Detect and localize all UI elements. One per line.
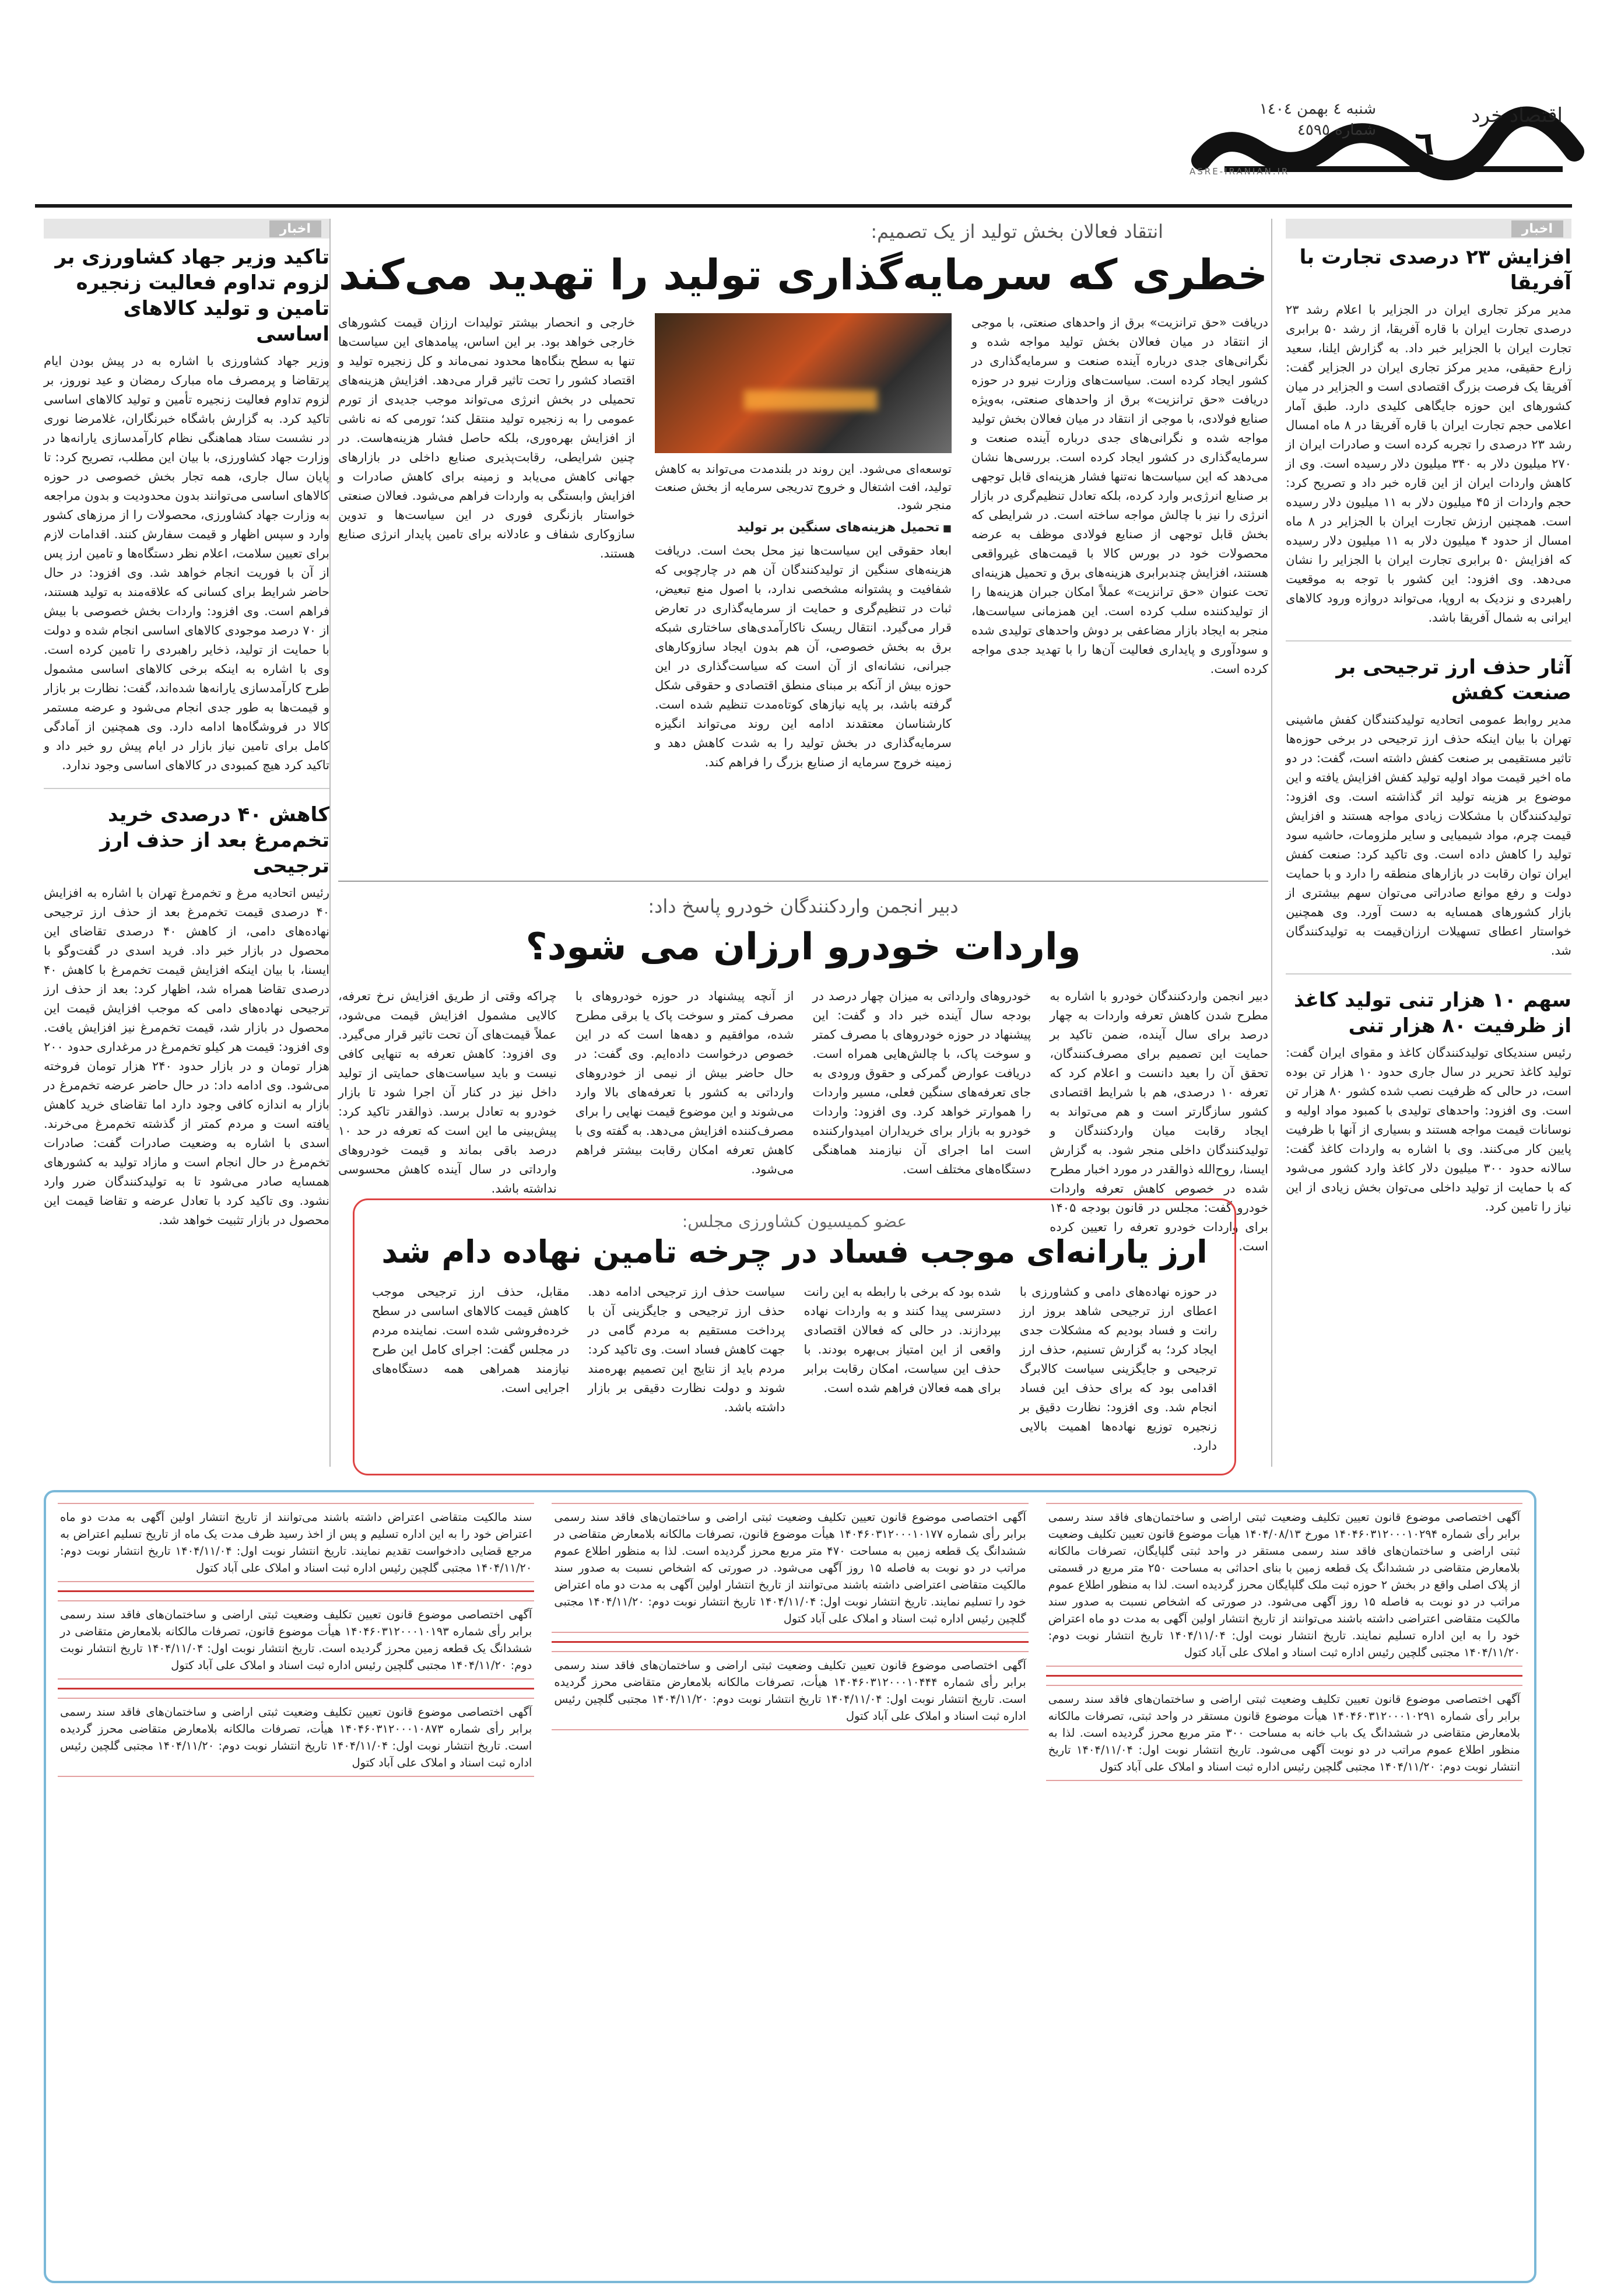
divider xyxy=(1046,1675,1522,1677)
masthead-rule xyxy=(35,204,1572,208)
legal-notice: آگهی اختصاصی موضوع قانون تعیین تکلیف وضعیت ثبتی اراضی و ساختمان‌های فاقد سند رسمی برابر رأی شماره ۱۴۰۴۶۰۳۱۲۰۰۰۱۰۴۴۴ هیأت، تصرفات مالکانه بلامعارض متقاضی محرز گردیده است. تاریخ انتشار نوبت اول: ۱۴۰۴/۱۱/۰۴ تاریخ انتشار نوبت دوم: ۱۴۰۴/۱۱/۲۰ مجتبی گلچین رئیس اداره ثبت اسناد و املاک علی آباد کتول xyxy=(552,1651,1028,1730)
divider xyxy=(338,881,1268,882)
left-news-column xyxy=(44,219,329,1230)
legal-notices-box xyxy=(44,1490,1536,2283)
issue-date: شنبه ٤ بهمن ١٤٠٤ xyxy=(1259,100,1376,118)
notices-column xyxy=(552,1503,1028,2270)
article-column: دریافت «حق ترانزیت» برق از واحدهای صنعتی، با موجی از انتقاد در میان فعالان بخش تولید مواجه شده و نگرانی‌های جدی درباره آینده صنعت و سرمایه‌گذاری در کشور ایجاد کرده است. سیاست‌های وزارت نیرو در حوزه دریافت «حق ترانزیت» برق از واحدهای صنعتی، به‌ویژه صنایع فولادی، با موجی از انتقاد در میان فعالان بخش تولید مواجه شده و نگرانی‌های جدی درباره آینده صنعت و سرمایه‌گذاری در کشور ایجاد کرده است. بررسی‌ها نشان می‌دهد که این سیاست‌ها نه‌تنها فشار هزینه‌ای قابل توجهی بر صنایع انرژی‌بر وارد کرده، بلکه تعادل تنظیم‌گری در بازار انرژی را نیز با چالش مواجه ساخته است. در شرایطی که بخش قابل توجهی از صنایع فولادی موظف به عرضه محصولات خود در بورس کالا با قیمت‌های غیرواقعی هستند، افزایش چندبرابری هزینه‌های برق و تحمیل هزینه‌ای تحت عنوان «حق ترانزیت» عملاً امکان جبران هزینه‌ها را از تولیدکننده سلب کرده است. این همزمانی سیاست‌ها، منجر به ایجاد بازار مضاعفی بر دوش واحدهای تولیدی شده و سودآوری و پایداری فعالیت آن‌ها را با تهدید جدی مواجه کرده است. xyxy=(971,316,1268,676)
article-kicker: انتقاد فعالان بخش تولید از یک تصمیم: xyxy=(871,220,1163,243)
page-number: ٦ xyxy=(1414,125,1434,163)
logo-subtitle: ASRE-IRANIAN.IR xyxy=(1190,166,1290,177)
lead-article xyxy=(338,219,1268,772)
article-column: خارجی و انحصار بیشتر تولیدات ارزان قیمت کشورهای خارجی خواهد بود. بر این اساس، پیامدهای این سیاست‌ها تنها به سطح بنگاه‌ها محدود نمی‌ماند و کل زنجیره تولید و اقتصاد کشور را تحت تاثیر قرار می‌دهد. افزایش هزینه‌های تحمیلی در بخش انرژی می‌تواند موجب جدیدی از تورم عمومی را به زنجیره تولید منتقل کند؛ تورمی که نه ناشی از افزایش بهره‌وری، بلکه حاصل فشار هزینه‌هاست. در چنین شرایطی، رقابت‌پذیری صنایع داخلی در بازارهای جهانی کاهش می‌یابد و زمینه برای کاهش صادرات و افزایش وابستگی به واردات فراهم می‌شود. فعالان صنعتی خواستار بازنگری فوری در این سیاست‌ها و تدوین سازوکاری شفاف و عادلانه برای تامین پایدار انرژی صنایع هستند. xyxy=(338,316,635,560)
article-column: دبیر انجمن واردکنندگان خودرو با اشاره به مطرح شدن کاهش تعرفه واردات به چهار درصد برای سال آینده، ضمن تاکید بر حمایت این تصمیم برای مصرف‌کنندگان، تحقق آن را بعید دانست و اعلام کرد که تعرفه ۱۰ درصدی، هم با شرایط اقتصادی کشور سازگارتر است و هم می‌تواند به ایجاد رقابت میان واردکنندگان و تولیدکنندگان داخلی منجر شود. به گزارش ایسنا، روح‌الله ذوالقدر در مورد اخبار مطرح شده در خصوص کاهش تعرفه واردات خودرو گفت: مجلس در قانون بودجه ۱۴۰۵ برای واردات خودرو تعرفه را تعیین کرده است. xyxy=(1050,989,1268,1253)
article-column-text: ابعاد حقوقی این سیاست‌ها نیز محل بحث است. دریافت هزینه‌های سنگین از تولیدکنندگان آن هم در چارچوبی که شفافیت و پشتوانه مشخصی ندارد، با اصول منع تبعیض، ثبات در تنظیم‌گری و حمایت از سرمایه‌گذاری در تعارض قرار می‌گیرد. انتقال ریسک ناکارآمدی‌های ساختاری شبکه برق به بخش خصوصی، آن هم بدون ایجاد سازوکارهای جبرانی، نشانه‌ای از آن است که سیاست‌گذاری در این حوزه بیش از آنکه بر مبنای منطق اقتصادی و حقوقی شکل گرفته باشد، بر پایه نیازهای کوتاه‌مدت تنظیم شده است. کارشناسان معتقدند ادامه این روند می‌تواند انگیزه سرمایه‌گذاری در بخش تولید را به شدت کاهش دهد و زمینه خروج سرمایه از صنایع بزرگ را فراهم کند. xyxy=(655,544,952,769)
divider xyxy=(1286,973,1571,975)
legal-notice: آگهی اختصاصی موضوع قانون تعیین تکلیف وضعیت ثبتی اراضی و ساختمان‌های فاقد سند رسمی برابر رأی شماره ۱۴۰۴۶۰۳۱۲۰۰۰۱۰۱۹۳ هیأت موضوع قانون، تصرفات مالکانه بلامعارض متقاضی در ششدانگ یک قطعه زمین محرز گردیده است. تاریخ انتشار نوبت اول: ۱۴۰۴/۱۱/۰۴ تاریخ انتشار نوبت دوم: ۱۴۰۴/۱۱/۲۰ مجتبی گلچین رئیس اداره ثبت اسناد و املاک علی آباد کتول xyxy=(58,1600,534,1680)
right-news-column xyxy=(1286,219,1571,1217)
legal-notice: آگهی اختصاصی موضوع قانون تعیین تکلیف وضعیت ثبتی اراضی و ساختمان‌های فاقد سند رسمی برابر رأی شماره ۱۴۰۴۶۰۳۱۲۰۰۰۱۰۲۹۱ هیأت موضوع قانون مستقر در واحد ثبتی، تصرفات مالکانه بلامعارض متقاضی در ششدانگ یک باب خانه به مساحت ۳۰۰ متر مربع محرز گردیده است. لذا به منظور اطلاع عموم مراتب در دو نوبت آگهی می‌شود. تاریخ انتشار نوبت اول: ۱۴۰۴/۱۱/۰۴ تاریخ انتشار نوبت دوم: ۱۴۰۴/۱۱/۲۰ مجتبی گلچین رئیس اداره ثبت اسناد و املاک علی آباد کتول xyxy=(1046,1685,1522,1781)
news-tag: اخبار xyxy=(44,219,329,239)
article-column: مقابل، حذف ارز ترجیحی موجب کاهش قیمت کالاهای اساسی در سطح خرده‌فروشی شده است. نماینده مردم در مجلس گفت: اجرای کامل این طرح نیازمند همراهی همه دستگاه‌های اجرایی است. xyxy=(372,1285,570,1395)
news-body: مدیر مرکز تجاری ایران در الجزایر با اعلام رشد ۲۳ درصدی تجارت ایران با قاره آفریقا، از رشد ۵۰ برابری تجارت ایران با الجزایر خبر داد. به گزارش ایلنا، سعید زارع حقیقی، مدیر مرکز تجاری ایران در الجزایر گفت: آفریقا یک فرصت بزرگ اقتصادی است و الجزایر در میان کشورهای این حوزه جایگاهی کلیدی دارد. طبق آمار اعلامی حجم تجارت ایران با قاره آفریقا در ۸ ماه امسال رشد ۲۳ درصدی را تجربه کرده است و صادرات ایران از ۲۷۰ میلیون دلار به ۳۴۰ میلیون دلار رسیده است. وی از کاهش واردات ایران از این قاره خبر داد و تصریح کرد: حجم واردات از ۴۵ میلیون دلار به ۱۱ میلیون دلار رسیده است. همچنین ارزش تجارت ایران با الجزایر در ۸ ماه امسال از حدود ۴ میلیون دلار به ۱۱ میلیون دلار رسیده که افزایش ۵۰ برابری تجارت ایران با الجزایر را نشان می‌دهد. وی افزود: این کشور با توجه به موقعیت راهبردی و نزدیک به اروپا، می‌تواند دروازه ورود کالاهای ایرانی به شمال آفریقا باشد. xyxy=(1286,303,1572,625)
news-title[interactable]: کاهش ۴۰ درصدی خرید تخم‌مرغ بعد از حذف ارز ترجیحی xyxy=(100,803,329,878)
legal-notice: آگهی اختصاصی موضوع قانون تعیین تکلیف وضعیت ثبتی اراضی و ساختمان‌های فاقد سند رسمی برابر رأی شماره ۱۴۰۴۶۰۳۱۲۰۰۰۱۰۲۹۴ مورخ ۱۴۰۴/۰۸/۱۳ هیأت موضوع قانون تعیین تکلیف وضعیت ثبتی اراضی و ساختمان‌های فاقد سند رسمی مستقر در واحد ثبتی گلپایگان، تصرفات مالکانه بلامعارض متقاضی در ششدانگ یک قطعه زمین با بنای احداثی به مساحت ۲۵۰ متر مربع در قسمتی از پلاک اصلی واقع در بخش ۲ حوزه ثبت ملک گلپایگان محرز گردیده است. لذا به منظور اطلاع عموم مراتب در دو نوبت به فاصله ۱۵ روز آگهی می‌شود. در صورتی که اشخاص نسبت به صدور سند مالکیت متقاضی اعتراضی داشته باشند می‌توانند از تاریخ انتشار اولین آگهی به مدت دو ماه اعتراض خود را به این اداره تسلیم نمایند. تاریخ انتشار نوبت اول: ۱۴۰۴/۱۱/۰۴ تاریخ انتشار نوبت دوم: ۱۴۰۴/۱۱/۲۰ مجتبی گلچین رئیس اداره ثبت اسناد و املاک علی آباد کتول xyxy=(1046,1503,1522,1667)
divider xyxy=(1286,640,1571,642)
article-column: شده بود که برخی با رابطه به این رانت دسترسی پیدا کنند و به واردات نهاده بپردازند. در حالی که فعالان اقتصادی واقعی از این امتیاز بی‌بهره بودند. با حذف این سیاست، امکان رقابت برابر برای همه فعالان فراهم شده است. xyxy=(804,1285,1001,1395)
notices-column xyxy=(1046,1503,1522,2270)
news-body: مدیر روابط عمومی اتحادیه تولیدکنندگان کفش ماشینی تهران با بیان اینکه حذف ارز ترجیحی در برخی حوزه‌ها تاثیر مستقیمی بر صنعت کفش داشته است، گفت: در دو ماه اخیر قیمت مواد اولیه تولید کفش افزایش یافته و این موضوع بر هزینه تولید اثر گذاشته است. وی افزود: تولیدکنندگان با مشکلات زیادی مواجه هستند و افزایش قیمت چرم، مواد شیمیایی و سایر ملزومات، حاشیه سود تولید را کاهش داده است. وی تاکید کرد: صنعت کفش ایران توان رقابت در بازارهای منطقه را دارد و با حمایت دولت و رفع موانع صادراتی می‌توان سهم بیشتری از بازار کشورهای همسایه به دست آورد. وی همچنین خواستار اعطای تسهیلات ارزان‌قیمت به تولیدکنندگان شد. xyxy=(1286,713,1571,958)
subsidy-article-box xyxy=(353,1198,1236,1475)
article-column-with-photo xyxy=(655,313,952,772)
article-headline[interactable]: واردات خودرو ارزان می شود؟ xyxy=(525,926,1081,969)
steel-factory-photo xyxy=(655,313,952,453)
legal-notice: آگهی اختصاصی موضوع قانون تعیین تکلیف وضعیت ثبتی اراضی و ساختمان‌های فاقد سند رسمی برابر رأی شماره ۱۴۰۴۶۰۳۱۲۰۰۰۱۰۱۷۷ هیأت موضوع قانون، تصرفات مالکانه بلامعارض متقاضی در ششدانگ یک قطعه زمین به مساحت ۴۷۰ متر مربع محرز گردیده است. لذا به منظور اطلاع عموم مراتب در دو نوبت به فاصله ۱۵ روز آگهی می‌شود. در صورتی که اشخاص نسبت به صدور سند مالکیت متقاضی اعتراضی داشته باشند می‌توانند از تاریخ انتشار اولین آگهی به مدت دو ماه اعتراض خود را تسلیم نمایند. تاریخ انتشار نوبت اول: ۱۴۰۴/۱۱/۰۴ تاریخ انتشار نوبت دوم: ۱۴۰۴/۱۱/۲۰ مجتبی گلچین رئیس اداره ثبت اسناد و املاک علی آباد کتول xyxy=(552,1503,1028,1633)
news-body: رئیس اتحادیه مرغ و تخم‌مرغ تهران با اشاره به افزایش ۴۰ درصدی قیمت تخم‌مرغ بعد از حذف ارز ترجیحی نهاده‌های دامی، از کاهش ۴۰ درصدی تقاضای این محصول در بازار خبر داد. فرید اسدی در گفت‌وگو با ایسنا، با بیان اینکه افزایش قیمت تخم‌مرغ با کاهش ۴۰ درصدی تقاضا همراه شد، اظهار کرد: بعد از حذف ارز ترجیحی نهاده‌های دامی که موجب افزایش قیمت این محصول در بازار شد، قیمت تخم‌مرغ نیز افزایش یافت. وی افزود: قیمت هر کیلو تخم‌مرغ در مرغداری حدود ۲۰۰ هزار تومان و در بازار حدود ۲۴۰ هزار تومان فروخته می‌شود. وی ادامه داد: در حال حاضر عرضه تخم‌مرغ در بازار به اندازه کافی وجود دارد اما تقاضای خرید کاهش یافته است و مردم کمتر از گذشته تخم‌مرغ می‌خرند. اسدی با اشاره به وضعیت صادرات گفت: صادرات تخم‌مرغ در حال انجام است و مازاد تولید به کشورهای همسایه صادر می‌شود تا به تولیدکنندگان ضرر وارد نشود. وی تاکید کرد با تعادل عرضه و تقاضا قیمت این محصول در بازار تثبیت خواهد شد. xyxy=(44,886,329,1227)
article-column: خودروهای وارداتی به میزان چهار درصد در بودجه سال آینده خبر داد و گفت: این پیشنهاد در حوزه خودروهای با مصرف کمتر و سوخت پاک، با چالش‌هایی همراه است. دریافت عوارض گمرکی و حقوق ورودی به جای تعرفه‌های سنگین فعلی، مسیر واردات را هموارتر خواهد کرد. وی افزود: واردات خودرو به بازار برای خریداران امیدوارکننده است اما اجرای آن نیازمند هماهنگی دستگاه‌های مختلف است. xyxy=(812,989,1031,1176)
article-column: سیاست حذف ارز ترجیحی ادامه دهد. حذف ارز ترجیحی و جایگزینی آن با پرداخت مستقیم به مردم گامی در جهت کاهش فساد است. وی تاکید کرد: مردم باید از نتایج این تصمیم بهره‌مند شوند و دولت نظارت دقیقی بر بازار داشته باشد. xyxy=(588,1285,785,1414)
news-title[interactable]: تاکید وزیر جهاد کشاورزی بر لزوم تداوم فعالیت زنجیره تامین و تولید کالاهای اساسی xyxy=(55,246,329,346)
news-body: وزیر جهاد کشاورزی با اشاره به در پیش بودن ایام پرتقاضا و پرمصرف ماه مبارک رمضان و عید نوروز، بر لزوم تداوم فعالیت زنجیره تأمین و تولید کالاهای اساسی تاکید کرد. به گزارش باشگاه خبرنگاران، غلامرضا نوری در نشست ستاد هماهنگی نظام کارآمدسازی یارانه‌ها در وزارت جهاد کشاورزی، با بیان این مطلب، تصریح کرد: تا پایان سال جاری، همه تجار بخش خصوصی در حوزه کالاهای اساسی می‌توانند بدون محدودیت و بدون مراجعه به وزارت جهاد کشاورزی، محصولات را از مرزهای کشور وارد و سپس اظهار و قیمت سفارش کنند. اقدامات لازم برای تعیین سلامت، اعلام نظر دستگاه‌ها و تامین ارز پس از آن با فوریت انجام خواهد شد. وی افزود: در حال حاضر شرایط برای کسانی که علاقه‌مند به تولید هستند، فراهم است. وی افزود: واردات بخش خصوصی با بیش از ۷۰ درصد موجودی کالاهای اساسی انجام شده و دولت با حمایت از تولید، ذخایر راهبردی را تامین کرده است. وی با اشاره به اینکه برخی کالاهای اساسی مشمول طرح کارآمدسازی یارانه‌ها شده‌اند، گفت: نظارت بر بازار و قیمت‌ها به طور جدی انجام می‌شود و عرضه مستمر کالا در فروشگاه‌ها ادامه دارد. وی همچنین از آمادگی کامل برای تامین نیاز بازار در ایام پیش رو خبر داد و تاکید کرد هیچ کمبودی در کالاهای اساسی وجود ندارد. xyxy=(44,354,329,772)
news-title[interactable]: افزایش ۲۳ درصدی تجارت با آفریقا xyxy=(1299,246,1571,295)
article-kicker: عضو کمیسیون کشاورزی مجلس: xyxy=(682,1212,907,1231)
issue-number: شماره ٤٥٩٥ xyxy=(1297,121,1376,139)
divider xyxy=(44,788,329,789)
notices-column xyxy=(58,1503,534,2270)
masthead xyxy=(0,0,1607,192)
photo-caption: توسعه‌ای می‌شود. این روند در بلندمدت می‌تواند به کاهش تولید، افت اشتغال و خروج تدریجی سرمایه از بخش صنعت منجر شود. xyxy=(655,462,952,512)
divider xyxy=(58,1688,534,1689)
legal-notice: سند مالکیت متقاضی اعتراض داشته باشند می‌توانند از تاریخ انتشار اولین آگهی به مدت دو ماه اعتراض خود را به این اداره تسلیم و پس از اخذ رسید ظرف مدت یک ماه از تاریخ تسلیم اعتراض به مرجع قضایی دادخواست تقدیم نمایند. تاریخ انتشار نوبت اول: ۱۴۰۴/۱۱/۰۴ تاریخ انتشار نوبت دوم: ۱۴۰۴/۱۱/۲۰ مجتبی گلچین رئیس اداره ثبت اسناد و املاک علی آباد کتول xyxy=(58,1503,534,1582)
divider xyxy=(58,1590,534,1592)
news-title[interactable]: سهم ۱۰ هزار تنی تولید کاغذ از ظرفیت ۸۰ هزار تنی xyxy=(1293,988,1571,1037)
article-subhead: ■ تحمیل هزینه‌های سنگین بر تولید xyxy=(655,518,952,538)
article-column: از آنچه پیشنهاد در حوزه خودروهای با مصرف کمتر و سوخت پاک یا برقی مطرح شده، موافقیم و دهه‌ها است که در این خصوص درخواست داده‌ایم. وی گفت: در حال حاضر بیش از نیمی از خودروهای وارداتی به کشور با تعرفه‌های بالا وارد می‌شوند و این موضوع قیمت نهایی را برای مصرف‌کننده افزایش می‌دهد. به گفته وی با کاهش تعرفه امکان رقابت بیشتر فراهم می‌شود. xyxy=(575,989,794,1176)
article-headline[interactable]: خطری که سرمایه‌گذاری تولید را تهدید می‌کند xyxy=(338,250,1268,299)
news-tag: اخبار xyxy=(1286,219,1571,239)
column-rule xyxy=(329,219,331,1467)
article-kicker: دبیر انجمن واردکنندگان خودرو پاسخ داد: xyxy=(648,895,959,917)
article-column: در حوزه نهاده‌های دامی و کشاورزی با اعطای ارز ترجیحی شاهد بروز ارز رانت و فساد بودیم که مشکلات جدی ایجاد کرد؛ به گزارش تسنیم، حذف ارز ترجیحی و جایگزینی سیاست کالابرگ اقدامی بود که برای حذف این فساد انجام شد. وی افزود: نظارت دقیق بر زنجیره توزیع نهاده‌ها اهمیت بالایی دارد. xyxy=(1019,1285,1217,1453)
section-name: اقتصاد خرد xyxy=(1471,104,1563,127)
legal-notice: آگهی اختصاصی موضوع قانون تعیین تکلیف وضعیت ثبتی اراضی و ساختمان‌های فاقد سند رسمی برابر رأی شماره ۱۴۰۴۶۰۳۱۲۰۰۰۱۰۸۷۳ هیأت، تصرفات مالکانه بلامعارض متقاضی محرز گردیده است. تاریخ انتشار نوبت اول: ۱۴۰۴/۱۱/۰۴ تاریخ انتشار نوبت دوم: ۱۴۰۴/۱۱/۲۰ مجتبی گلچین رئیس اداره ثبت اسناد و املاک علی آباد کتول xyxy=(58,1698,534,1777)
article-headline[interactable]: ارز یارانه‌ای موجب فساد در چرخه تامین نهاده دام شد xyxy=(381,1233,1208,1270)
news-body: رئیس سندیکای تولیدکنندگان کاغذ و مقوای ایران گفت: تولید کاغذ تحریر در سال جاری حدود ۱۰ هزار تن بوده است، در حالی که ظرفیت نصب شده کشور ۸۰ هزار تن است. وی افزود: واحدهای تولیدی با کمبود مواد اولیه و نوسانات قیمت مواجه هستند و بسیاری از آنها با ظرفیت پایین کار می‌کنند. وی با اشاره به واردات کاغذ گفت: سالانه حدود ۳۰۰ میلیون دلار کاغذ وارد کشور می‌شود که با حمایت از تولید داخلی می‌توان بخش زیادی از این نیاز را تامین کرد. xyxy=(1286,1046,1572,1214)
article-column: چراکه وقتی از طریق افزایش نرخ تعرفه، کالایی مشمول افزایش قیمت می‌شود، عملاً قیمت‌های آن تحت تاثیر قرار می‌گیرد. وی افزود: کاهش تعرفه به تنهایی کافی نیست و باید سیاست‌های حمایتی از تولید داخل نیز در کنار آن اجرا شود تا بازار خودرو به تعادل برسد. ذوالقدر تاکید کرد: پیش‌بینی ما این است که تعرفه در حد ۱۰ درصد باقی بماند و قیمت خودروهای وارداتی در سال آینده کاهش محسوسی نداشته باشد. xyxy=(338,989,557,1196)
news-title[interactable]: آثار حذف ارز ترجیحی بر صنعت کفش xyxy=(1336,656,1571,704)
divider xyxy=(552,1641,1028,1643)
column-rule xyxy=(1271,219,1272,1467)
